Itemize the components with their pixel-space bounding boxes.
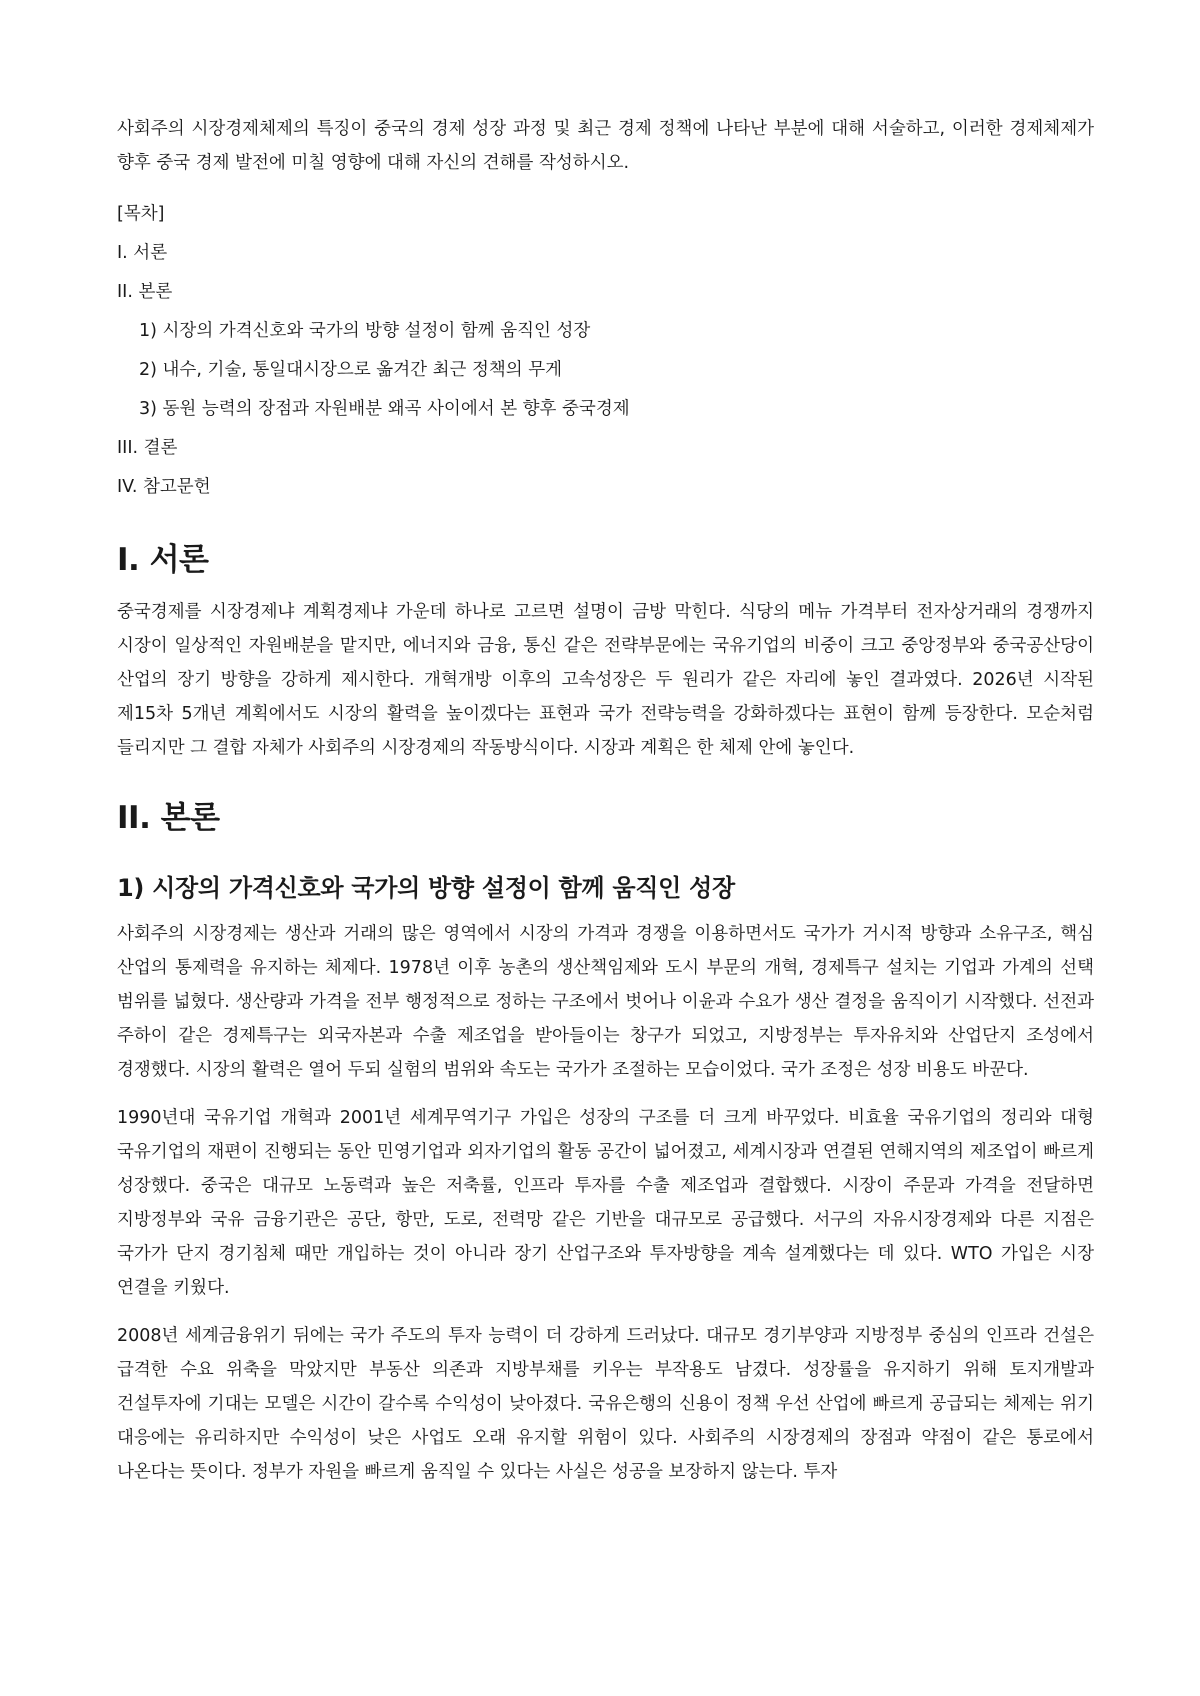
toc-item-body-2: 2) 내수, 기술, 통일대시장으로 옮겨간 최근 정책의 무게 bbox=[139, 360, 563, 380]
toc-item-body: II. 본론 bbox=[117, 282, 173, 302]
table-of-contents bbox=[117, 234, 1094, 507]
subsection-heading-1: 1) 시장의 가격신호와 국가의 방향 설정이 함께 움직인 성장 bbox=[117, 874, 735, 902]
toc-item-body-3: 3) 동원 능력의 장점과 자원배분 왜곡 사이에서 본 향후 중국경제 bbox=[139, 399, 630, 419]
toc-item-references: IV. 참고문헌 bbox=[117, 477, 211, 497]
intro-paragraph: 중국경제를 시장경제냐 계획경제냐 가운데 하나로 고르면 설명이 금방 막힌다. 식당의 메뉴 가격부터 전자상거래의 경쟁까지 시장이 일상적인 자원배분을 맡지만, 에너지와 금융, 통신 같은 전략부문에는 국유기업의 비중이 크고 중앙정부와 중국공산당이 산업의 장기 방향을 강하게 제시한다. 개혁개방 이후의 고속성장은 두 원리가 같은 자리에 놓인 결과였다. 2026년 시작된 제15차 5개년 계획에서도 시장의 활력을 높이겠다는 표현과 국가 전략능력을 강화하겠다는 표현이 함께 등장한다. 모순처럼 들리지만 그 결합 자체가 사회주의 시장경제의 작동방식이다. 시장과 계획은 한 체제 안에 놓인다. bbox=[117, 602, 1094, 758]
body-paragraph-1: 사회주의 시장경제는 생산과 거래의 많은 영역에서 시장의 가격과 경쟁을 이용하면서도 국가가 거시적 방향과 소유구조, 핵심 산업의 통제력을 유지하는 체제다. 1978년 이후 농촌의 생산책임제와 도시 부문의 개혁, 경제특구 설치는 기업과 가계의 선택 범위를 넓혔다. 생산량과 가격을 전부 행정적으로 정하는 구조에서 벗어나 이윤과 수요가 생산 결정을 움직이기 시작했다. 선전과 주하이 같은 경제특구는 외국자본과 수출 제조업을 받아들이는 창구가 되었고, 지방정부는 투자유치와 산업단지 조성에서 경쟁했다. 시장의 활력은 열어 두되 실험의 범위와 속도는 국가가 조절하는 모습이었다. 국가 조정은 성장 비용도 바꾼다. bbox=[117, 924, 1094, 1080]
toc-title: [목차] bbox=[117, 204, 165, 224]
body-paragraph-3: 2008년 세계금융위기 뒤에는 국가 주도의 투자 능력이 더 강하게 드러났다. 대규모 경기부양과 지방정부 중심의 인프라 건설은 급격한 수요 위축을 막았지만 부동산 의존과 지방부채를 키우는 부작용도 남겼다. 성장률을 유지하기 위해 토지개발과 건설투자에 기대는 모델은 시간이 갈수록 수익성이 낮아졌다. 국유은행의 신용이 정책 우선 산업에 빠르게 공급되는 체제는 위기 대응에는 유리하지만 수익성이 낮은 사업도 오래 유지할 위험이 있다. 사회주의 시장경제의 장점과 약점이 같은 통로에서 나온다는 뜻이다. 정부가 자원을 빠르게 움직일 수 있다는 사실은 성공을 보장하지 않는다. 투자 bbox=[117, 1326, 1094, 1482]
essay-prompt: 사회주의 시장경제체제의 특징이 중국의 경제 성장 과정 및 최근 경제 정책에 나타난 부분에 대해 서술하고, 이러한 경제체제가 향후 중국 경제 발전에 미칠 영향에 대해 자신의 견해를 작성하시오. bbox=[117, 119, 1094, 173]
body-paragraph-2: 1990년대 국유기업 개혁과 2001년 세계무역기구 가입은 성장의 구조를 더 크게 바꾸었다. 비효율 국유기업의 정리와 대형 국유기업의 재편이 진행되는 동안 민영기업과 외자기업의 활동 공간이 넓어졌고, 세계시장과 연결된 연해지역의 제조업이 빠르게 성장했다. 중국은 대규모 노동력과 높은 저축률, 인프라 투자를 수출 제조업과 결합했다. 시장이 주문과 가격을 전달하면 지방정부와 국유 금융기관은 공단, 항만, 도로, 전력망 같은 기반을 대규모로 공급했다. 서구의 자유시장경제와 다른 지점은 국가가 단지 경기침체 때만 개입하는 것이 아니라 장기 산업구조와 투자방향을 계속 설계했다는 데 있다. WTO 가입은 시장 연결을 키웠다. bbox=[117, 1108, 1094, 1298]
toc-item-intro: I. 서론 bbox=[117, 243, 168, 263]
toc-item-body-1: 1) 시장의 가격신호와 국가의 방향 설정이 함께 움직인 성장 bbox=[139, 321, 591, 341]
body-heading: II. 본론 bbox=[117, 800, 220, 836]
toc-item-conclusion: III. 결론 bbox=[117, 438, 178, 458]
intro-heading: I. 서론 bbox=[117, 542, 209, 578]
